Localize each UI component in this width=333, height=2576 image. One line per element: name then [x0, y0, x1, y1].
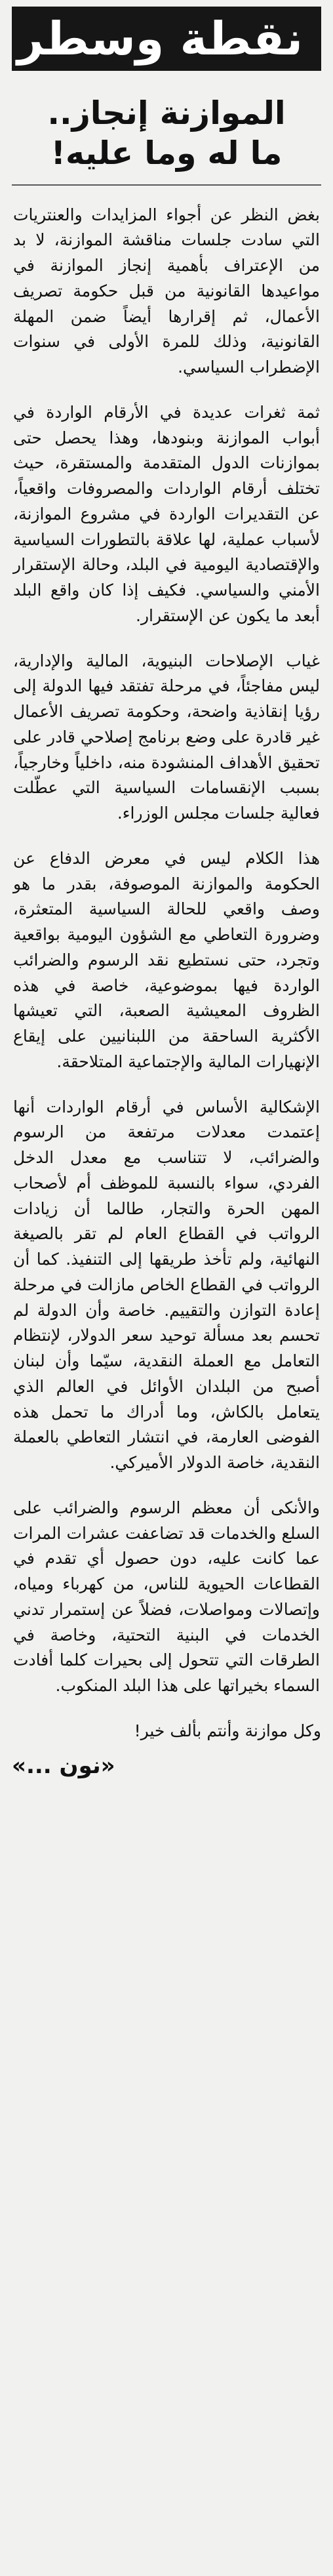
headline-line-1: الموازنة إنجاز.. — [47, 94, 286, 132]
column-banner — [12, 7, 321, 71]
body-paragraph: هذا الكلام ليس في معرض الدفاع عن الحكومة والموازنة الموصوفة، بقدر ما هو وصف واقعي للحالة السياسية المتعثرة، وضرورة التعاطي مع الشؤون اليومية بواقعية وتجرد، حتى نستطيع نقد الرسوم والضرائب الواردة فيها بموضوعية، خاصة في هذه الظروف المعيشية الصعبة، التي تعيشها الأكثرية الساحقة من اللبنانيين على إيقاع الإنهيارات المالية والإجتماعية المتلاحقة. — [13, 848, 320, 1071]
body-paragraph: بغض النظر عن أجواء المزايدات والعنتريات التي سادت جلسات مناقشة الموازنة، لا بد من الإعتراف بأهمية إنجاز الموازنة في مواعيدها القانونية من قبل حكومة تصريف الأعمال، ثم إقرارها أيضاً ضمن المهلة القانونية، وذلك للمرة الأولى في سنوات الإضطراب السياسي. — [13, 205, 320, 377]
body-paragraph: ثمة ثغرات عديدة في الأرقام الواردة في أبواب الموازنة وبنودها، وهذا يحصل حتى بموازنات الدول المتقدمة والمستقرة، حيث تختلف أرقام الواردات والمصروفات واقعياً، عن التقديرات الواردة في مشروع الموازنة، لأسباب عملية، لها علاقة بالتطورات السياسية والإقتصادية اليومية في البلد، وحالة الإستقرار الأمني والسياسي. فكيف إذا كان واقع البلد أبعد ما يكون عن الإستقرار. — [13, 402, 320, 625]
author-signature: «نون ...» — [12, 1752, 115, 1779]
body-paragraph: والأنكى أن معظم الرسوم والضرائب على السلع والخدمات قد تضاعفت عشرات المرات عما كانت عليه، دون حصول أي تقدم في القطاعات الحيوية للناس، من كهرباء ومياه، وإتصالات ومواصلات، فضلاً عن إستمرار تدني الخدمات في البنية التحتية، وخاصة في الطرقات التي تتحول إلى بحيرات كلما أفادت السماء بخيراتها على هذا البلد المنكوب. — [13, 1498, 320, 1695]
article-body — [12, 203, 321, 1699]
body-paragraph: الإشكالية الأساس في أرقام الواردات أنها إعتمدت معدلات مرتفعة من الرسوم والضرائب، لا تتناسب مع معدل الدخل الفردي، سواء بالنسبة للموظف أم لأصحاب المهن الحرة والتجار، طالما أن زيادات الرواتب في القطاع العام لم تقر بالصيغة النهائية، ولم تأخذ طريقها إلى التنفيذ. كما أن الرواتب في القطاع الخاص مازالت في مرحلة إعادة التوازن والتقييم. خاصة وأن الدولة لم تحسم بعد مسألة توحيد سعر الدولار، لإنتظام التعامل مع العملة النقدية، سيّما وأن لبنان أصبح من البلدان الأوائل في العالم الذي يتعامل بالكاش، وما أدراك ما تحمل هذه الفوضى العارمة، في انتشار التعاطي بالعملة النقدية، خاصة الدولار الأميركي. — [13, 1097, 320, 1472]
article-headline — [12, 93, 321, 174]
headline-line-2: ما له وما عليه! — [50, 134, 283, 173]
column-name: نقطة وسطر — [17, 12, 303, 66]
headline-divider — [12, 184, 321, 186]
body-paragraph: غياب الإصلاحات البنيوية، المالية والإدارية، ليس مفاجئاً، في مرحلة تفتقد فيها الدولة إلى رؤيا إنقاذية واضحة، وحكومة تصريف الأعمال غير قادرة على وضع برنامج إصلاحي قادر على تحقيق الأهداف المنشودة منه، داخلياً وخارجياً، بسبب الإنقسامات السياسية التي عطّلت فعالية جلسات مجلس الوزراء. — [13, 651, 320, 823]
closing-line: وكل موازنة وأنتم بألف خير! — [134, 1721, 321, 1740]
